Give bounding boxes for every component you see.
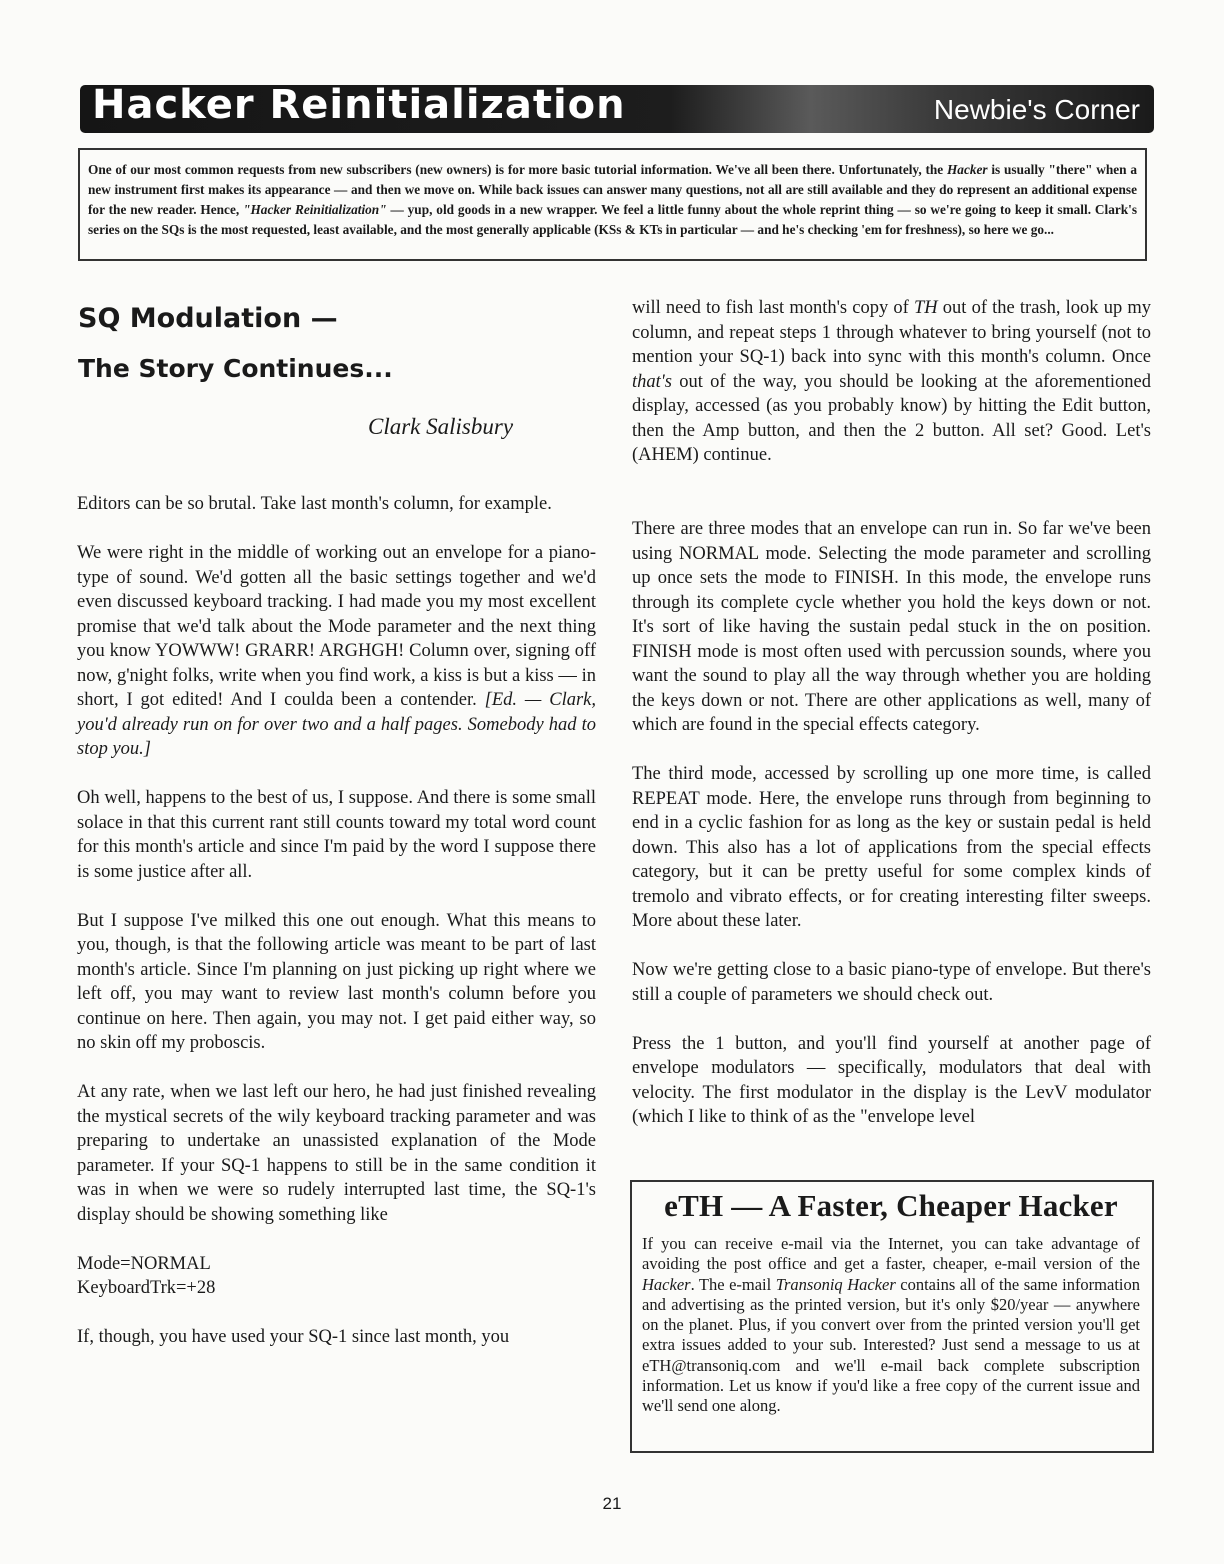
right-column (632, 517, 1151, 1154)
right-column-top (632, 296, 1151, 492)
intro-hacker: Hacker (946, 162, 988, 177)
eth-sidebar-box (630, 1180, 1154, 1453)
paragraph: There are three modes that an envelope can run in. So far we've been using NORMAL mode. Selecting the mode parameter and scrolling up once sets the mode to FINISH. In this mode, the envelope runs through its complete cycle whether you hold the keys down or not. It's sort of like having the sustain pedal stuck in the on position. FINISH mode is most often used with percussion sounds, where you want the sound to play all the way through whether you are holding the keys down or not. There are other applications as well, many of which are found in the special effects category. (632, 519, 1151, 735)
paragraph: Oh well, happens to the best of us, I suppose. And there is some small solace in that this current rant still counts toward my total word count for this month's article and since I'm paid by the word I suppose there is some justice after all. (77, 788, 596, 882)
paragraph: But I suppose I've milked this one out enough. What this means to you, though, is that the following article was meant to be part of last month's article. Since I'm planning on just picking up right where we left off, you may want to review last month's column before you continue on here. Then again, you may not. I get paid either way, so no skin off my proboscis. (77, 910, 596, 1053)
left-column (77, 492, 596, 1374)
section-tag: Newbie's Corner (933, 94, 1140, 125)
intro-box (78, 148, 1147, 261)
intro-text-2: is usually "there" when a new instrument first makes its appearance — and then we move on. While back issues can answer many questions, not all are still available and they do represent an additional expense for the new reader. Hence, (88, 162, 1137, 217)
author-byline: Clark Salisbury (368, 414, 514, 439)
display-line-kbtrk: KeyboardTrk=+28 (77, 1278, 216, 1298)
article-subtitle: The Story Continues... (78, 354, 393, 383)
paragraph: Editors can be so brutal. Take last month's column, for example. (77, 494, 552, 514)
intro-text-1: One of our most common requests from new subscribers (new owners) is for more basic tutorial information. We've all been there. Unfortunately, the (88, 162, 947, 177)
paragraph: If, though, you have used your SQ-1 since last month, you (77, 1327, 510, 1347)
sidebar-title: eTH — A Faster, Cheaper Hacker (664, 1188, 1118, 1223)
paragraph: At any rate, when we last left our hero, he had just finished revealing the mystical secrets of the wily keyboard tracking parameter and was preparing to undertake an unassisted explanation of the Mode parameter. If your SQ-1 happens to still be in the same condition it was in when we were so rudely interrupted last time, the SQ-1's display should be showing something like (77, 1082, 596, 1225)
section-title: Hacker Reinitialization (92, 85, 626, 128)
paragraph: Press the 1 button, and you'll find yourself at another page of envelope modulators — specifically, modulators that deal with velocity. The first modulator in the display is the LevV modulator (which I like to think of as the "envelope level (632, 1033, 1151, 1127)
intro-reinit: "Hacker Reinitialization" (243, 202, 387, 217)
display-readout (77, 1252, 596, 1301)
editor-note: [Ed. — Clark, you'd already run on for over two and a half pages. Somebody had to stop you.] (77, 690, 597, 759)
page-number: 21 (602, 1494, 622, 1513)
paragraph: will need to fish last month's copy of TH out of the trash, look up my column, and repeat steps 1 through whatever to bring yourself (not to mention your SQ-1) back into sync with this month's column. Once that's out of the way, you should be looking at the aforementioned display, accessed (as you probably know) by hitting the Edit button, then the Amp button, and then the 2 button. All set? Good. Let's (AHEM) continue. (632, 298, 1151, 465)
section-banner (80, 85, 1154, 133)
paragraph: We were right in the middle of working out an envelope for a piano-type of sound. We'd gotten all the basic settings together and we'd even discussed keyboard tracking. I had made you my most excellent promise that we'd talk about the Mode parameter and the next thing you know YOWWW! GRARR! ARGHGH! Column over, signing off now, g'night folks, write when you find work, a kiss is but a kiss — in short, I got edited! And I coulda been a contender. [Ed. — Clark, you'd already run on for over two and a half pages. Somebody had to stop you.] (77, 543, 597, 759)
display-line-mode: Mode=NORMAL (77, 1253, 211, 1274)
paragraph: Now we're getting close to a basic piano-type of envelope. But there's still a couple of parameters we should check out. (632, 960, 1151, 1005)
article-title: SQ Modulation — (78, 303, 338, 334)
sidebar-body: If you can receive e-mail via the Internet, you can take advantage of avoiding the post office and get a faster, cheaper, e-mail version of the Hacker. The e-mail Transoniq Hacker contains all of the same information and advertising as the printed version, but it's only $20/year — anywhere on the planet. Plus, if you convert over from the printed version you'll get extra issues added to your sub. Interested? Just send a message to us at eTH@transoniq.com and we'll e-mail back complete subscription information. Let us know if you'd like a free copy of the current issue and we'll send one along. (642, 1234, 1141, 1416)
paragraph: The third mode, accessed by scrolling up one more time, is called REPEAT mode. Here, the envelope runs through from beginning to end in a cyclic fashion for as long as the key or sustain pedal is held down. This also has a lot of applications from the special effects category, but it can be pretty useful for some complex kinds of tremolo and vibrato effects, or for creating interesting filter sweeps. More about these later. (632, 764, 1151, 931)
intro-text-3: — yup, old goods in a new wrapper. We feel a little funny about the whole reprint thing — so we're going to keep it small. Clark's series on the SQs is the most requested, least available, and the most generally applicable (KSs & KTs in particular — and he's checking 'em for freshness), so here we go... (88, 202, 1138, 237)
